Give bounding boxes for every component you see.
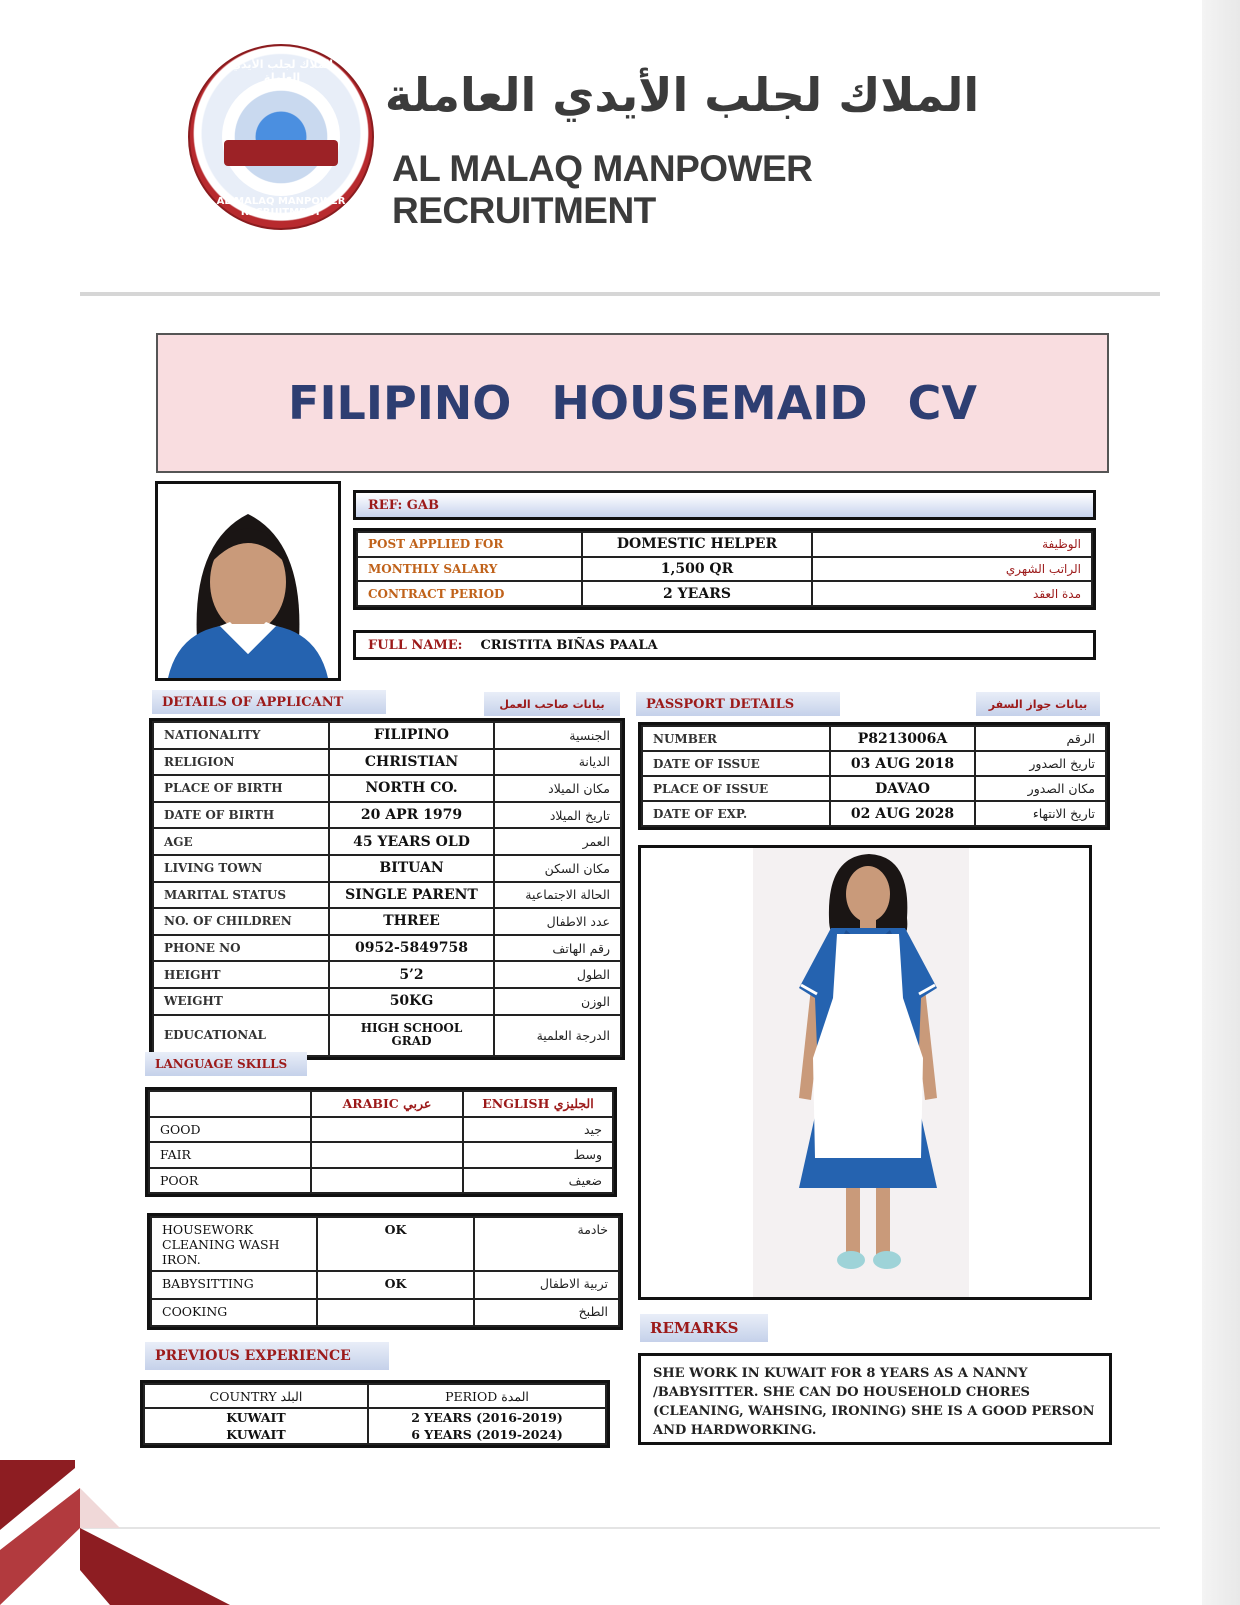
table-row (153, 775, 621, 802)
passport-section-title: PASSPORT DETAILS (646, 696, 795, 712)
applicant-label: PHONE NO (153, 935, 329, 962)
experience-country: KUWAIT (226, 1427, 286, 1442)
passport-label: PLACE OF ISSUE (642, 776, 830, 801)
passport-section-title-arabic: بيانات جواز السفر (988, 697, 1088, 711)
header-divider (80, 292, 1160, 296)
table-row (153, 882, 621, 909)
passport-section-tab-arabic (976, 692, 1100, 716)
applicant-label: NO. OF CHILDREN (153, 908, 329, 935)
table-row (149, 1117, 613, 1143)
experience-table (140, 1380, 610, 1448)
skill-value: OK (317, 1217, 474, 1271)
logo-text-english: AL MALAQ MANPOWER RECRUITMENT (216, 196, 346, 218)
corner-decoration (0, 1460, 230, 1605)
skill-label: COOKING (151, 1299, 317, 1327)
applicant-section-title-arabic: بيانات صاحب العمل (499, 697, 605, 711)
page-edge (1202, 0, 1240, 1605)
job-value: DOMESTIC HELPER (582, 532, 812, 557)
passport-section-tab (636, 692, 840, 716)
job-label: POST APPLIED FOR (357, 532, 582, 557)
applicant-value: SINGLE PARENT (329, 882, 494, 909)
applicant-value: CHRISTIAN (329, 749, 494, 776)
remarks-box (638, 1353, 1112, 1445)
applicant-label-arabic: الديانة (494, 749, 621, 776)
passport-value: P8213006A (830, 726, 975, 751)
applicant-value: 20 APR 1979 (329, 802, 494, 829)
job-label: CONTRACT PERIOD (357, 581, 582, 606)
table-row (149, 1168, 613, 1194)
passport-table (638, 722, 1110, 830)
table-row (153, 802, 621, 829)
language-level: GOOD (149, 1117, 311, 1143)
applicant-label-arabic: العمر (494, 828, 621, 855)
passport-value: 02 AUG 2028 (830, 801, 975, 826)
experience-period-cell (368, 1408, 606, 1444)
passport-label-arabic: الرقم (975, 726, 1106, 751)
applicant-value: 45 YEARS OLD (329, 828, 494, 855)
applicant-label: PLACE OF BIRTH (153, 775, 329, 802)
applicant-label-arabic: مكان الميلاد (494, 775, 621, 802)
applicant-label: WEIGHT (153, 988, 329, 1015)
experience-country: KUWAIT (226, 1410, 286, 1425)
table-row (149, 1142, 613, 1168)
language-arabic-cell (311, 1117, 463, 1143)
passport-label-arabic: تاريخ الصدور (975, 751, 1106, 776)
table-row (153, 828, 621, 855)
remarks-text: SHE WORK IN KUWAIT FOR 8 YEARS AS A NANNY /BABYSITTER. SHE CAN DO HOUSEHOLD CHORES (CLEANING, WAHSING, IRONING) SHE IS A GOOD PERSON AND HARDWORKING. (653, 1366, 1095, 1438)
applicant-value: NORTH CO. (329, 775, 494, 802)
applicant-label: NATIONALITY (153, 722, 329, 749)
experience-period: 6 YEARS (2019-2024) (411, 1427, 563, 1442)
applicant-value: BITUAN (329, 855, 494, 882)
language-level-arabic: ضعيف (463, 1168, 613, 1194)
applicant-value: THREE (329, 908, 494, 935)
job-value: 1,500 QR (582, 557, 812, 582)
applicant-label-arabic: مكان السكن (494, 855, 621, 882)
passport-label-arabic: مكان الصدور (975, 776, 1106, 801)
experience-section-tab (145, 1342, 389, 1370)
skill-value: OK (317, 1271, 474, 1299)
skills-table (147, 1213, 623, 1330)
remarks-title: REMARKS (650, 1319, 739, 1337)
applicant-section-tab (152, 690, 386, 714)
applicant-label-arabic: الطول (494, 961, 621, 988)
portrait-photo (155, 481, 341, 681)
experience-section-title: PREVIOUS EXPERIENCE (155, 1348, 351, 1364)
passport-label-arabic: تاريخ الانتهاء (975, 801, 1106, 826)
language-section-title: LANGUAGE SKILLS (155, 1057, 288, 1071)
job-label-arabic: الراتب الشهري (812, 557, 1092, 582)
skill-label-arabic: خادمة (474, 1217, 619, 1271)
language-level-arabic: وسط (463, 1142, 613, 1168)
table-row (357, 557, 1092, 582)
passport-label: DATE OF EXP. (642, 801, 830, 826)
applicant-value: 0952-5849758 (329, 935, 494, 962)
language-arabic-cell (311, 1168, 463, 1194)
table-row (153, 855, 621, 882)
table-row (153, 988, 621, 1015)
passport-value: DAVAO (830, 776, 975, 801)
table-row (153, 935, 621, 962)
applicant-label-arabic: الجنسية (494, 722, 621, 749)
skill-label: HOUSEWORK CLEANING WASH IRON. (151, 1217, 317, 1271)
applicant-label: HEIGHT (153, 961, 329, 988)
applicant-label-arabic: الوزن (494, 988, 621, 1015)
applicant-label-arabic: رقم الهاتف (494, 935, 621, 962)
table-row (151, 1299, 619, 1327)
language-arabic-cell (311, 1142, 463, 1168)
applicant-value: 50KG (329, 988, 494, 1015)
applicant-label: DATE OF BIRTH (153, 802, 329, 829)
bottom-divider (80, 1527, 1160, 1529)
language-col-arabic: ARABIC عربي (311, 1091, 463, 1117)
skill-value (317, 1299, 474, 1327)
table-row (151, 1271, 619, 1299)
table-row (153, 908, 621, 935)
remarks-section-tab (640, 1314, 768, 1342)
job-table (353, 528, 1096, 610)
applicant-section-title: DETAILS OF APPLICANT (162, 694, 344, 710)
logo-text-arabic: الملاك لجلب الأيدي العاملة (230, 58, 334, 84)
language-table (145, 1087, 617, 1197)
table-row (642, 726, 1106, 751)
language-level: POOR (149, 1168, 311, 1194)
applicant-value: FILIPINO (329, 722, 494, 749)
applicant-label-arabic: الدرجة العلمية (494, 1015, 621, 1056)
language-corner-cell (149, 1091, 311, 1117)
applicant-label: EDUCATIONAL (153, 1015, 329, 1056)
skill-label-arabic: الطبخ (474, 1299, 619, 1327)
skill-label-arabic: تربية الاطفال (474, 1271, 619, 1299)
full-name-bar (353, 630, 1096, 660)
applicant-label-arabic: عدد الاطفال (494, 908, 621, 935)
table-row (642, 776, 1106, 801)
table-row (642, 751, 1106, 776)
table-row (153, 961, 621, 988)
company-name-english: AL MALAQ MANPOWER RECRUITMENT (392, 148, 813, 231)
table-row (153, 749, 621, 776)
applicant-table (149, 718, 625, 1060)
applicant-label-arabic: تاريخ الميلاد (494, 802, 621, 829)
table-row (151, 1217, 619, 1271)
applicant-value: HIGH SCHOOL GRAD (329, 1015, 494, 1056)
cv-title: FILIPINO HOUSEMAID CV (288, 376, 977, 430)
passport-label: NUMBER (642, 726, 830, 751)
table-row (153, 1015, 621, 1056)
passport-value: 03 AUG 2018 (830, 751, 975, 776)
job-value: 2 YEARS (582, 581, 812, 606)
applicant-label: LIVING TOWN (153, 855, 329, 882)
job-label-arabic: الوظيفة (812, 532, 1092, 557)
applicant-section-tab-arabic (484, 692, 620, 716)
table-row (144, 1384, 606, 1408)
experience-col-country: COUNTRY البلد (144, 1384, 368, 1408)
table-row (642, 801, 1106, 826)
passport-label: DATE OF ISSUE (642, 751, 830, 776)
cv-title-banner (156, 333, 1109, 473)
job-label: MONTHLY SALARY (357, 557, 582, 582)
job-label-arabic: مدة العقد (812, 581, 1092, 606)
full-name-value: CRISTITA BIÑAS PAALA (480, 637, 658, 653)
experience-country-cell (144, 1408, 368, 1444)
company-name-arabic: الملاك لجلب الأيدي العاملة (384, 68, 980, 122)
applicant-label: MARITAL STATUS (153, 882, 329, 909)
full-body-photo (638, 845, 1092, 1300)
applicant-label: RELIGION (153, 749, 329, 776)
logo-ribbon (224, 140, 338, 166)
language-level: FAIR (149, 1142, 311, 1168)
table-row (357, 532, 1092, 557)
ref-bar (353, 490, 1096, 520)
language-section-tab (145, 1052, 307, 1076)
table-row (357, 581, 1092, 606)
applicant-label: AGE (153, 828, 329, 855)
ref-code: REF: GAB (368, 497, 439, 513)
applicant-label-arabic: الحالة الاجتماعية (494, 882, 621, 909)
table-row (149, 1091, 613, 1117)
experience-period: 2 YEARS (2016-2019) (411, 1410, 563, 1425)
table-row (144, 1408, 606, 1444)
skill-label: BABYSITTING (151, 1271, 317, 1299)
full-name-label: FULL NAME: (368, 637, 463, 653)
experience-col-period: PERIOD المدة (368, 1384, 606, 1408)
language-level-arabic: جيد (463, 1117, 613, 1143)
table-row (153, 722, 621, 749)
language-col-english: ENGLISH الجليزي (463, 1091, 613, 1117)
applicant-value: 5’2 (329, 961, 494, 988)
globe-icon (222, 78, 340, 196)
